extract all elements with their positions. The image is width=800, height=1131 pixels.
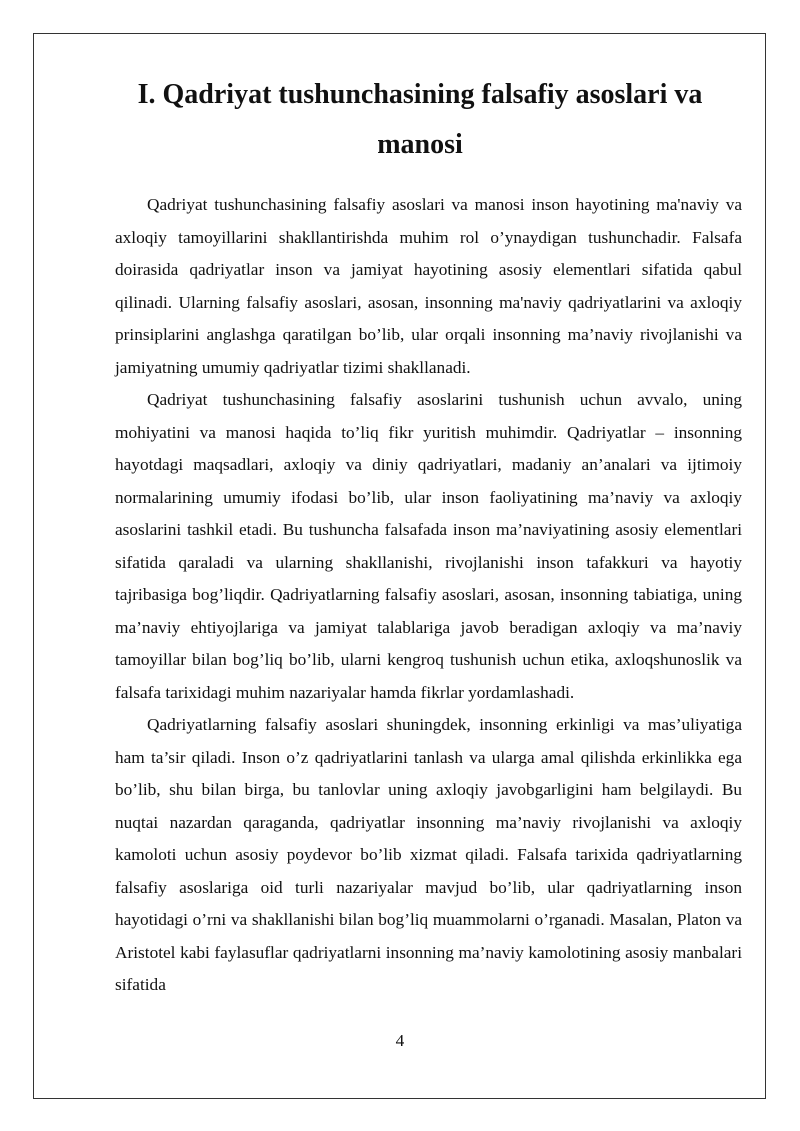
body-text bbox=[115, 189, 742, 1002]
page-title: I. Qadriyat tushunchasining falsafiy asoslari va manosi bbox=[137, 79, 703, 160]
paragraph-1: Qadriyat tushunchasining falsafiy asoslari va manosi inson hayotining ma'naviy va axloqiy tamoyillarini shakllantirishda muhim rol o’ynaydigan tushunchadir. Falsafa doirasida qadriyatlar inson va jamiyat hayotining asosiy elementlari sifatida qabul qilinadi. Ularning falsafiy asoslari, asosan, insonning ma'naviy qadriyatlarini va axloqiy prinsiplarini anglashga qaratilgan bo’lib, ular orqali insonning ma’naviy rivojlanishi va jamiyatning umumiy qadriyatlar tizimi shakllanadi. bbox=[115, 195, 742, 377]
paragraph-2: Qadriyat tushunchasining falsafiy asoslarini tushunish uchun avvalo, uning mohiyatini va manosi haqida to’liq fikr yuritish muhimdir. Qadriyatlar – insonning hayotdagi maqsadlari, axloqiy va diniy qadriyatlari, madaniy an’analari va ijtimoiy normalarining umumiy ifodasi bo’lib, ular inson faoliyatining ma’naviy va axloqiy asoslarini tashkil etadi. Bu tushuncha falsafada inson ma’naviyatining asosiy elementlari sifatida qaraladi va ularning shakllanishi, rivojlanishi inson tafakkuri va hayotiy tajribasiga bog’liqdir. Qadriyatlarning falsafiy asoslari, asosan, insonning tabiatiga, uning ma’naviy ehtiyojlariga va jamiyat talablariga javob beradigan axloqiy va ma’naviy tamoyillar bilan bog’liq bo’lib, ularni kengroq tushunish uchun etika, axloqshunoslik va falsafa tarixidagi muhim nazariyalar hamda fikrlar yordamlashadi. bbox=[115, 390, 742, 702]
paragraph-3: Qadriyatlarning falsafiy asoslari shuningdek, insonning erkinligi va mas’uliyatiga ham ta’sir qiladi. Inson o’z qadriyatlarini tanlash va ularga amal qilishda erkinlikka ega bo’lib, shu bilan birga, bu tanlovlar uning axloqiy javobgarligini ham belgilaydi. Bu nuqtai nazardan qaraganda, qadriyatlar insonning ma’naviy rivojlanishi va axloqiy kamoloti uchun asosiy poydevor bo’lib xizmat qiladi. Falsafa tarixida qadriyatlarning falsafiy asoslariga oid turli nazariyalar mavjud bo’lib, ular qadriyatlarning inson hayotidagi o’rni va shakllanishi bilan bog’liq muammolarni o’rganadi. Masalan, Platon va Aristotel kabi faylasuflar qadriyatlarni insonning ma’naviy kamolotining asosiy manbalari sifatida bbox=[115, 715, 742, 994]
page-number: 4 bbox=[395, 1031, 405, 1050]
